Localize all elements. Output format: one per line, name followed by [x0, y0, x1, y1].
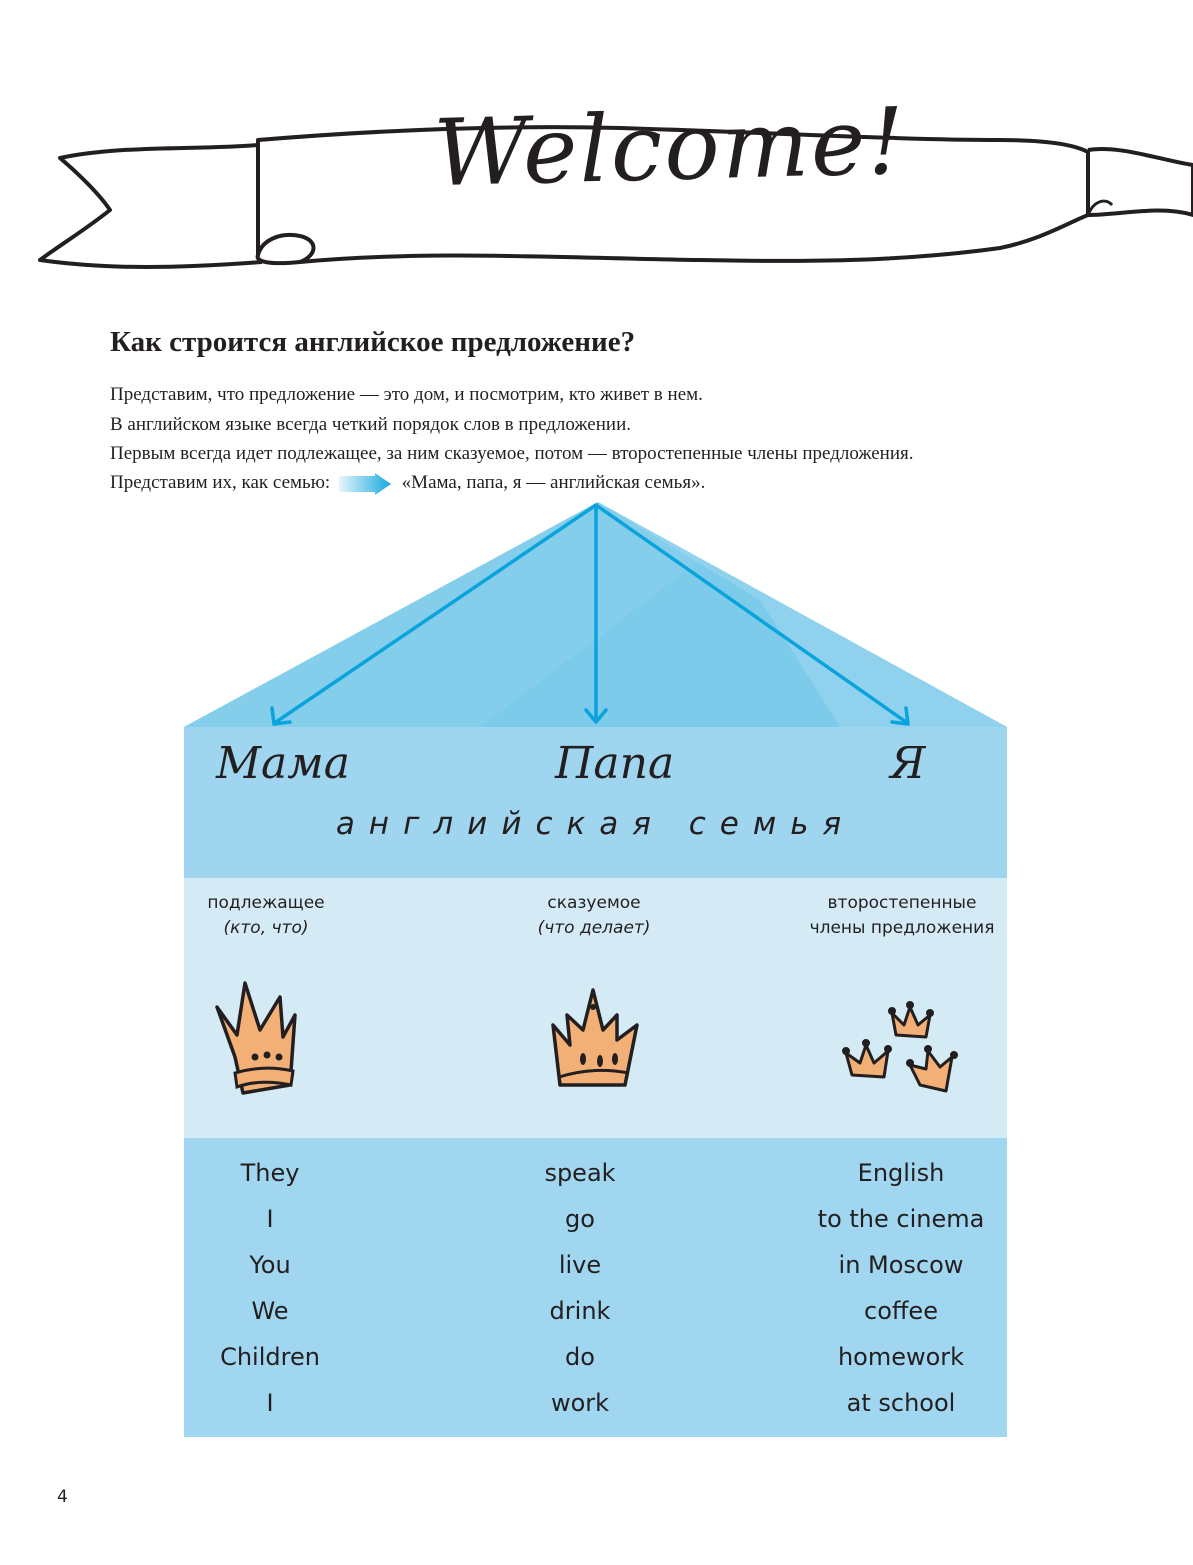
- subject-word: Children: [220, 1343, 320, 1371]
- role-predicate-note: (что делает): [537, 918, 651, 938]
- predicate-column: [430, 1150, 730, 1426]
- family-word-mama: Мама: [216, 738, 350, 789]
- three-crowns-icon: [838, 995, 968, 1100]
- secondary-column: [751, 1150, 1051, 1426]
- secondary-word: homework: [837, 1343, 965, 1371]
- intro-line-2: В английском языке всегда четкий порядок слов в предложении.: [110, 414, 631, 435]
- predicate-word: do: [565, 1343, 595, 1371]
- family-word-papa: Папа: [555, 738, 675, 789]
- intro-line-1: Представим, что предложение — это дом, и посмотрим, кто живет в нем.: [110, 384, 703, 405]
- secondary-word: in Moscow: [838, 1251, 964, 1279]
- predicate-word: go: [565, 1205, 595, 1233]
- role-secondary: [772, 891, 1032, 941]
- role-subject-note: (кто, что): [223, 918, 309, 938]
- subject-word: You: [249, 1251, 291, 1279]
- page-number: 4: [57, 1487, 68, 1507]
- predicate-word: live: [558, 1251, 602, 1279]
- secondary-word: at school: [846, 1389, 956, 1417]
- subject-word: We: [251, 1297, 289, 1325]
- predicate-word: work: [550, 1389, 610, 1417]
- intro-line-4-start: Представим их, как семью:: [110, 472, 331, 493]
- secondary-word: English: [857, 1159, 945, 1187]
- crown-icon: [545, 985, 645, 1095]
- predicate-word: speak: [544, 1159, 616, 1187]
- role-predicate-label: сказуемое: [547, 893, 641, 913]
- intro-line-4-end: «Мама, папа, я — английская семья».: [401, 472, 706, 493]
- page-title: Как строится английское предложение?: [110, 326, 636, 358]
- crown-icon: [205, 975, 305, 1100]
- role-subject-label: подлежащее: [207, 893, 325, 913]
- subject-word: They: [240, 1159, 300, 1187]
- family-word-ya: Я: [890, 738, 926, 789]
- intro-line-3: Первым всегда идет подлежащее, за ним сказуемое, потом — второстепенные члены предложения.: [110, 443, 914, 464]
- role-subject: [136, 891, 396, 941]
- subject-word: I: [266, 1389, 274, 1417]
- secondary-word: coffee: [864, 1297, 938, 1325]
- role-secondary-label: второстепенные: [827, 893, 977, 913]
- subject-word: I: [266, 1205, 274, 1233]
- subject-column: [120, 1150, 420, 1426]
- welcome-banner: [0, 0, 1193, 310]
- predicate-word: drink: [549, 1297, 611, 1325]
- family-caption: английская семья: [335, 806, 856, 842]
- banner-title: Welcome!: [432, 87, 908, 207]
- role-predicate: [464, 891, 724, 941]
- secondary-word: to the cinema: [817, 1205, 985, 1233]
- role-secondary-note: члены предложения: [809, 918, 995, 938]
